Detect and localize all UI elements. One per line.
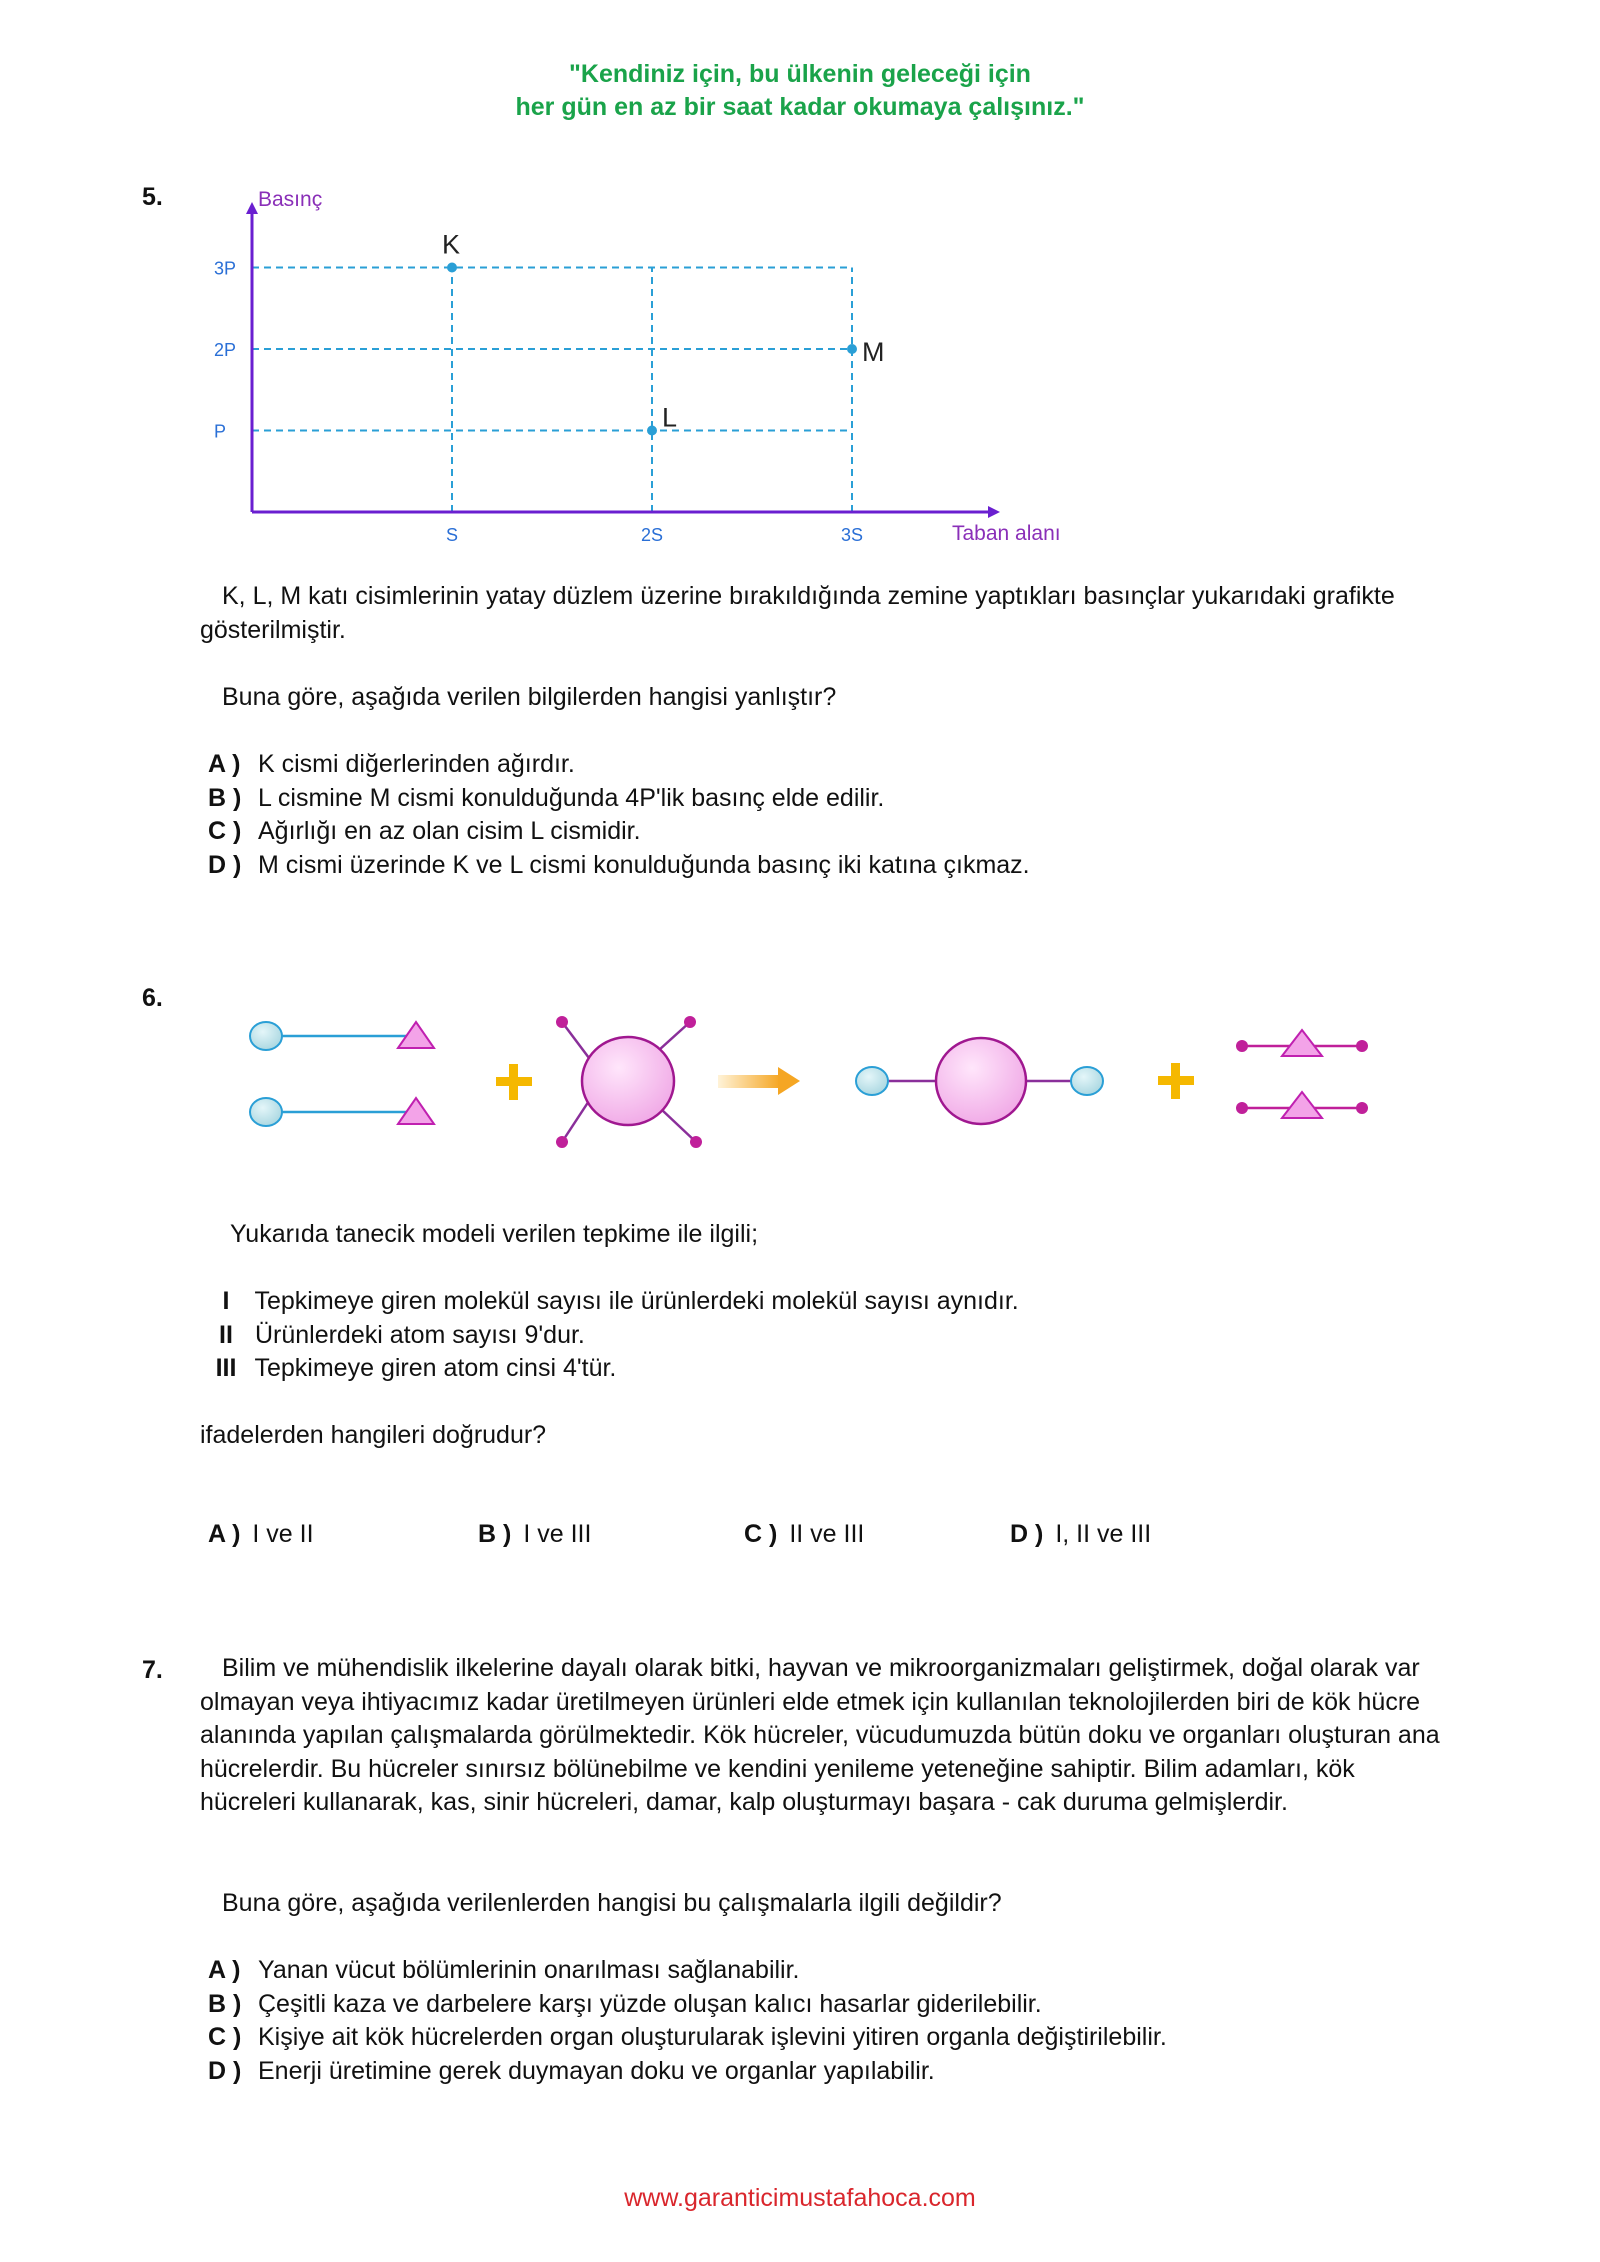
x-tick-label: S: [445, 525, 459, 545]
statement-text: Tepkimeye giren molekül sayısı ile ürünlerdeki molekül sayısı aynıdır.: [254, 1287, 1019, 1315]
y-tick-label: 3P: [214, 258, 237, 279]
question-7-option-a[interactable]: [208, 1954, 1167, 1988]
option-letter: B ): [208, 1989, 242, 2018]
small-atom: [856, 1067, 888, 1095]
question-6-statements: [204, 1285, 1019, 1386]
data-point-label-k: K: [442, 229, 461, 260]
question-7-options: [208, 1954, 1167, 2088]
option-letter: D ): [208, 850, 242, 879]
large-atom: [936, 1038, 1026, 1124]
x-tick-label: 2S: [640, 525, 664, 545]
statement-text: Tepkimeye giren atom cinsi 4'tür.: [254, 1354, 617, 1382]
question-7-option-b[interactable]: [208, 1988, 1167, 2022]
data-point-l: [647, 426, 657, 436]
particle-model-reaction: [0, 990, 1600, 1160]
question-6-number: 6.: [142, 984, 163, 1012]
y-axis-label: Basınç: [258, 188, 323, 211]
question-6-option-b[interactable]: [478, 1520, 591, 1549]
option-letter: C ): [208, 2023, 242, 2051]
product-molecule-2: [1236, 1030, 1368, 1056]
data-point-k: [447, 263, 457, 273]
roman-numeral: I: [222, 1287, 230, 1315]
small-dot-atom: [690, 1136, 702, 1148]
small-dot-atom: [1236, 1102, 1248, 1114]
question-7-paragraph: Bilim ve mühendislik ilkelerine dayalı olarak bitki, hayvan ve mikroorganizmaları geliştirmek, doğal olarak var olmayan veya ihtiyacımız kadar üretilmeyen ürünleri elde etmek için kullanılan teknolojilerden biri de kök hücre alanında yapılan çalışmalarda görülmektedir. Kök hücreler, vücudumuzda bütün doku ve organları oluşturan ana hücrelerdir. Bu hücreler sınırsız bölünebilme ve kendini yenileme yeteneğine sahiptir. Bilim adamları, kök hücreleri kullanarak, kas, sinir hücreleri, damar, kalp oluşturmayı başara - cak duruma gelmişlerdir.: [200, 1654, 1440, 1816]
question-5-option-d[interactable]: [208, 849, 1030, 883]
y-tick-label: 2P: [214, 340, 237, 360]
reactant-molecule-3: [556, 1016, 702, 1148]
option-text: I ve II: [252, 1520, 314, 1548]
footer-website-link[interactable]: www.garanticimustafahoca.com: [624, 2184, 976, 2212]
option-text: L cismine M cismi konulduğunda 4P'lik basınç elde edilir.: [258, 783, 885, 812]
product-molecule-3: [1236, 1092, 1368, 1118]
small-dot-atom: [1356, 1040, 1368, 1052]
small-dot-atom: [1236, 1040, 1248, 1052]
question-5-number: 5.: [142, 183, 163, 211]
option-text: M cismi üzerinde K ve L cismi konulduğunda basınç iki katına çıkmaz.: [258, 850, 1030, 879]
option-text: II ve III: [789, 1520, 865, 1548]
statement-i: [204, 1285, 1019, 1319]
question-5-option-a[interactable]: [208, 748, 1030, 782]
option-letter: A ): [208, 1956, 241, 1984]
option-text: Kişiye ait kök hücrelerden organ oluşturularak işlevini yitiren organla değiştirilebilir.: [258, 2023, 1167, 2051]
option-letter: A ): [208, 1520, 241, 1548]
question-5-prompt: Buna göre, aşağıda verilen bilgilerden hangisi yanlıştır?: [222, 683, 837, 711]
small-atom: [250, 1098, 282, 1126]
question-6-intro: Yukarıda tanecik modeli verilen tepkime ile ilgili;: [230, 1220, 759, 1248]
question-5-options: [208, 748, 1030, 882]
option-text: Ağırlığı en az olan cisim L cismidir.: [258, 817, 641, 845]
small-atom: [250, 1022, 282, 1050]
option-text: Enerji üretimine gerek duymayan doku ve organlar yapılabilir.: [258, 2056, 935, 2085]
option-text: K cismi diğerlerinden ağırdır.: [258, 750, 575, 778]
question-5-option-c[interactable]: [208, 815, 1030, 849]
option-letter: C ): [744, 1520, 778, 1548]
pressure-area-chart: [0, 0, 1600, 560]
large-atom: [582, 1037, 674, 1125]
plus-sign-2: [1158, 1063, 1194, 1099]
option-letter: D ): [208, 2056, 242, 2085]
y-tick-label: P: [214, 421, 227, 442]
x-tick-label: 3S: [840, 525, 864, 545]
statement-text: Ürünlerdeki atom sayısı 9'dur.: [254, 1320, 585, 1349]
motivational-quote-line-2: her gün en az bir saat kadar okumaya çalışınız.": [515, 93, 1085, 121]
option-letter: A ): [208, 750, 241, 778]
roman-numeral: II: [219, 1320, 233, 1349]
triangle-atom: [1282, 1092, 1322, 1118]
small-atom: [1071, 1067, 1103, 1095]
data-point-m: [847, 344, 857, 354]
x-axis-label: Taban alanı: [952, 522, 1061, 545]
statement-iii: [204, 1352, 1019, 1386]
question-6-option-a[interactable]: [208, 1520, 314, 1549]
option-letter: B ): [478, 1520, 512, 1548]
option-text: Çeşitli kaza ve darbelere karşı yüzde oluşan kalıcı hasarlar giderilebilir.: [258, 1989, 1042, 2018]
roman-numeral: III: [215, 1354, 237, 1382]
data-point-label-l: L: [662, 402, 678, 433]
option-text: Yanan vücut bölümlerinin onarılması sağlanabilir.: [258, 1956, 800, 1984]
small-dot-atom: [556, 1016, 568, 1028]
small-dot-atom: [556, 1136, 568, 1148]
triangle-atom: [1282, 1030, 1322, 1056]
chart-grid: [252, 268, 852, 513]
option-letter: B ): [208, 783, 242, 812]
product-molecule-1: [856, 1038, 1103, 1124]
question-6-prompt: ifadelerden hangileri doğrudur?: [200, 1421, 547, 1449]
option-text: I ve III: [523, 1520, 592, 1548]
reaction-arrow-icon: [718, 1067, 800, 1095]
question-5-paragraph: K, L, M katı cisimlerinin yatay düzlem üzerine bırakıldığında zemine yaptıkları basınçlar yukarıdaki grafikte gösterilmiştir.: [200, 582, 1395, 644]
chart-ticks: [214, 259, 863, 546]
option-letter: C ): [208, 817, 242, 845]
question-7-option-d[interactable]: [208, 2055, 1167, 2089]
option-text: I, II ve III: [1055, 1520, 1152, 1548]
question-5-option-b[interactable]: [208, 782, 1030, 816]
data-point-label-m: M: [862, 337, 885, 367]
question-7-option-c[interactable]: [208, 2021, 1167, 2055]
small-dot-atom: [684, 1016, 696, 1028]
question-7-prompt: Buna göre, aşağıda verilenlerden hangisi bu çalışmalarla ilgili değildir?: [222, 1889, 1002, 1917]
reactant-molecule-2: [250, 1098, 434, 1126]
option-letter: D ): [1010, 1520, 1044, 1548]
question-6-option-c[interactable]: [744, 1520, 864, 1549]
reactant-molecule-1: [250, 1022, 434, 1050]
motivational-quote-line-1: "Kendiniz için, bu ülkenin geleceği için: [569, 60, 1031, 88]
chart-points: [442, 230, 885, 436]
question-6-option-d[interactable]: [1010, 1520, 1151, 1549]
statement-ii: [204, 1319, 1019, 1353]
small-dot-atom: [1356, 1102, 1368, 1114]
question-7-number: 7.: [142, 1656, 163, 1684]
plus-sign-1: [496, 1064, 532, 1100]
